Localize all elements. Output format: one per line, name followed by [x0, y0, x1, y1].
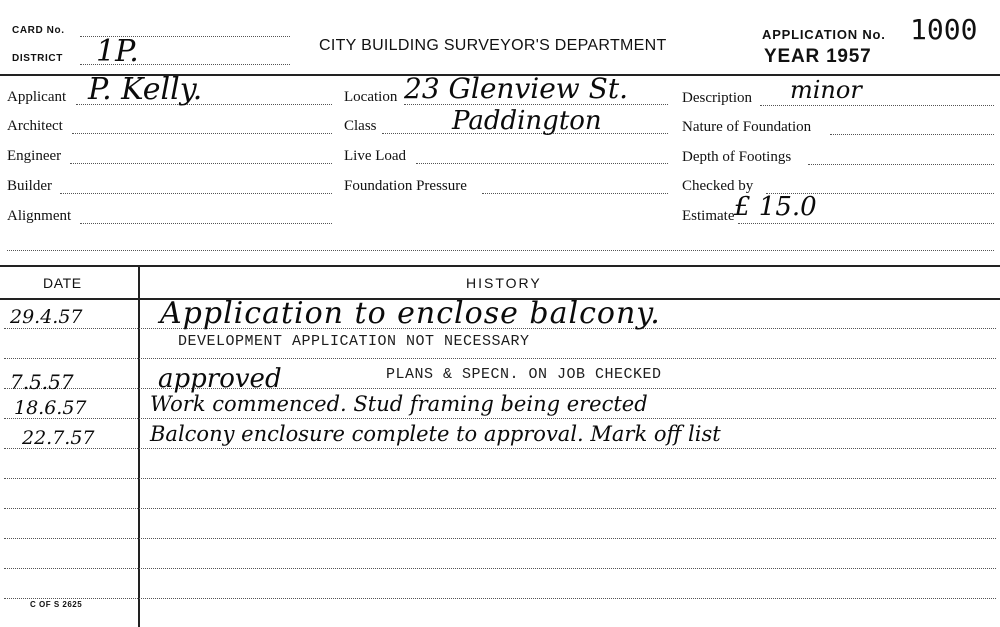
history-text: Balcony enclosure complete to approval. Mark off list — [150, 422, 721, 446]
applicant-label: Applicant — [7, 89, 67, 105]
history-date: 22.7.57 — [22, 427, 95, 449]
description-line — [760, 105, 994, 106]
live-load-line — [416, 163, 668, 164]
depth-line — [808, 164, 994, 165]
history-line — [4, 538, 996, 539]
engineer-label: Engineer — [7, 148, 62, 164]
history-column-header: HISTORY — [466, 275, 542, 291]
table-top-rule — [0, 265, 1000, 267]
builder-line — [60, 193, 332, 194]
application-no-value: 1000 — [910, 13, 978, 46]
form-code: C OF S 2625 — [30, 600, 83, 609]
alignment-line — [80, 223, 332, 224]
nature-of-foundation-label: Nature of Foundation — [682, 119, 812, 135]
district-label: DISTRICT — [12, 53, 63, 64]
nature-line — [830, 134, 994, 135]
estimate-line — [738, 223, 994, 224]
history-text: approved — [158, 364, 282, 394]
description-label: Description — [682, 90, 752, 106]
foundation-pressure-line — [482, 193, 668, 194]
history-line — [4, 568, 996, 569]
architect-label: Architect — [7, 118, 63, 134]
history-line — [4, 448, 996, 449]
history-line — [4, 418, 996, 419]
history-date: 7.5.57 — [10, 370, 74, 394]
date-column-header: DATE — [43, 275, 82, 291]
history-line — [4, 358, 996, 359]
builder-label: Builder — [7, 178, 52, 194]
depth-of-footings-label: Depth of Footings — [682, 149, 792, 165]
live-load-label: Live Load — [344, 148, 407, 164]
stamp-development-application: DEVELOPMENT APPLICATION NOT NECESSARY — [178, 333, 530, 350]
estimate-label: Estimate — [682, 208, 735, 224]
application-no-label: APPLICATION No. — [762, 27, 886, 42]
checked-by-label: Checked by — [682, 178, 754, 194]
district-value: 1P. — [96, 34, 139, 69]
class-label: Class — [344, 118, 377, 134]
history-line — [4, 598, 996, 599]
history-text: Application to enclose balcony. — [160, 296, 661, 331]
header-bottom-line — [7, 250, 994, 251]
alignment-label: Alignment — [7, 208, 72, 224]
card-no-label: CARD No. — [12, 25, 65, 36]
class-value: Paddington — [452, 106, 602, 136]
history-line — [4, 478, 996, 479]
date-column-divider — [138, 267, 140, 627]
history-text: Work commenced. Stud framing being erected — [150, 392, 648, 416]
description-value: minor — [790, 76, 862, 104]
architect-line — [72, 133, 332, 134]
estimate-value: £ 15.0 — [734, 192, 817, 222]
location-value: 23 Glenview St. — [404, 72, 628, 105]
stamp-plans-checked: PLANS & SPECN. ON JOB CHECKED — [386, 366, 662, 383]
history-line — [4, 388, 996, 389]
year-label: YEAR 1957 — [764, 46, 872, 67]
department-title: CITY BUILDING SURVEYOR'S DEPARTMENT — [319, 37, 667, 54]
foundation-pressure-label: Foundation Pressure — [344, 178, 467, 194]
history-date: 29.4.57 — [10, 306, 83, 328]
history-date: 18.6.57 — [14, 397, 87, 419]
location-label: Location — [344, 89, 398, 105]
history-line — [4, 508, 996, 509]
applicant-value: P. Kelly. — [88, 72, 203, 107]
engineer-line — [70, 163, 332, 164]
